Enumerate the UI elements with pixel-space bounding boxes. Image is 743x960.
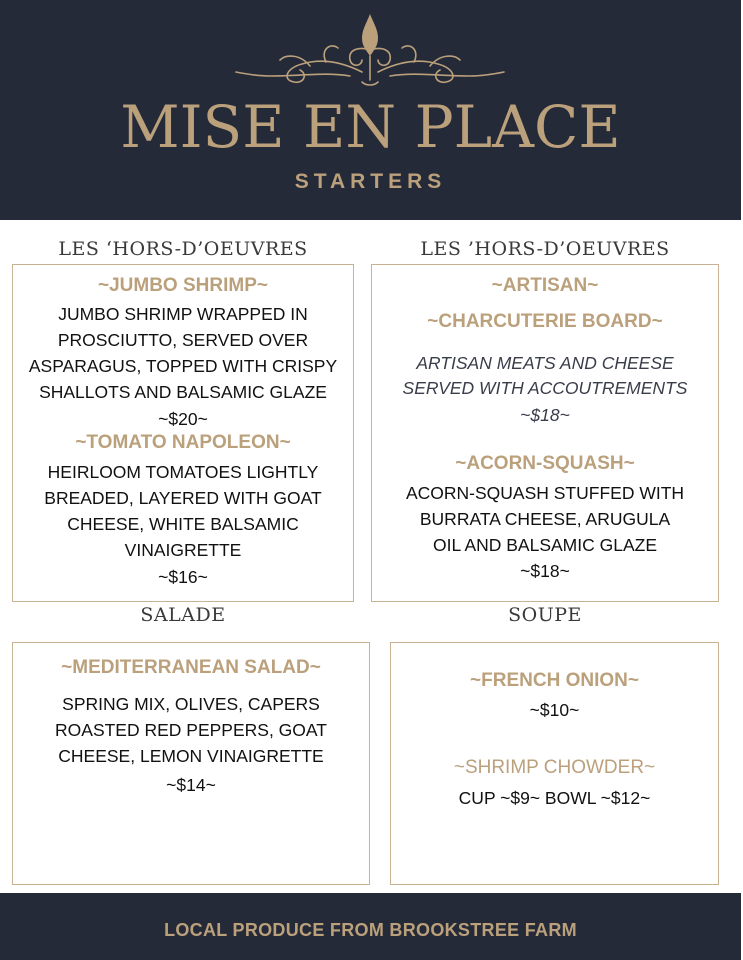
item-price-charcuterie-board: ~$18~: [520, 405, 570, 425]
restaurant-name: MISE EN PLACE: [120, 93, 621, 161]
item-title-jumbo-shrimp: ~JUMBO SHRIMP~: [98, 275, 268, 296]
menu-header: [0, 0, 741, 220]
section-heading-hors-doeuvres-left: LES ‘HORS-D’OEUVRES: [58, 238, 308, 260]
item-desc-acorn-squash: ACORN-SQUASH STUFFED WITH BURRATA CHEESE, ARUGULA OIL AND BALSAMIC GLAZE: [405, 483, 685, 555]
item-title-charcuterie-board: ~CHARCUTERIE BOARD~: [427, 311, 663, 332]
item-price-jumbo-shrimp: ~$20~: [158, 409, 208, 429]
item-price-mediterranean-salad: ~$14~: [166, 775, 216, 795]
item-price-acorn-squash: ~$18~: [520, 561, 570, 581]
item-title-artisan: ~ARTISAN~: [491, 275, 599, 296]
item-title-acorn-squash: ~ACORN-SQUASH~: [455, 453, 635, 474]
item-title-tomato-napoleon: ~TOMATO NAPOLEON~: [75, 432, 291, 453]
menu-box-salade: [12, 642, 370, 885]
item-title-mediterranean-salad: ~MEDITERRANEAN SALAD~: [61, 657, 321, 678]
footer-tagline: LOCAL PRODUCE FROM BROOKSTREE FARM: [164, 920, 577, 940]
menu-box-hors-doeuvres-left: [12, 264, 354, 602]
item-price-tomato-napoleon: ~$16~: [158, 567, 208, 587]
item-desc-charcuterie-board: ARTISAN MEATS AND CHEESE SERVED WITH ACCOUTREMENTS: [402, 353, 688, 398]
flourish-ornament-icon: [230, 10, 510, 90]
item-desc-jumbo-shrimp: JUMBO SHRIMP WRAPPED IN PROSCIUTTO, SERVED OVER ASPARAGUS, TOPPED WITH CRISPY SHALLOTS AND BALSAMIC GLAZE: [28, 304, 338, 402]
menu-box-hors-doeuvres-right: [371, 264, 719, 602]
item-desc-mediterranean-salad: SPRING MIX, OLIVES, CAPERS ROASTED RED PEPPERS, GOAT CHEESE, LEMON VINAIGRETTE: [55, 694, 327, 766]
item-price-french-onion: ~$10~: [529, 700, 580, 720]
menu-section-title: STARTERS: [294, 170, 447, 193]
section-heading-hors-doeuvres-right: LES ’HORS-D’OEUVRES: [420, 238, 670, 260]
item-title-shrimp-chowder: ~SHRIMP CHOWDER~: [453, 757, 656, 778]
section-heading-salade: SALADE: [140, 604, 226, 626]
item-desc-tomato-napoleon: HEIRLOOM TOMATOES LIGHTLY BREADED, LAYERED WITH GOAT CHEESE, WHITE BALSAMIC VINAIGRETTE: [44, 462, 322, 560]
item-price-shrimp-chowder: CUP ~$9~ BOWL ~$12~: [458, 788, 651, 808]
section-heading-soupe: SOUPE: [508, 604, 582, 626]
menu-footer: [0, 893, 741, 960]
item-title-french-onion: ~FRENCH ONION~: [470, 670, 639, 691]
menu-box-soupe: [390, 642, 719, 885]
